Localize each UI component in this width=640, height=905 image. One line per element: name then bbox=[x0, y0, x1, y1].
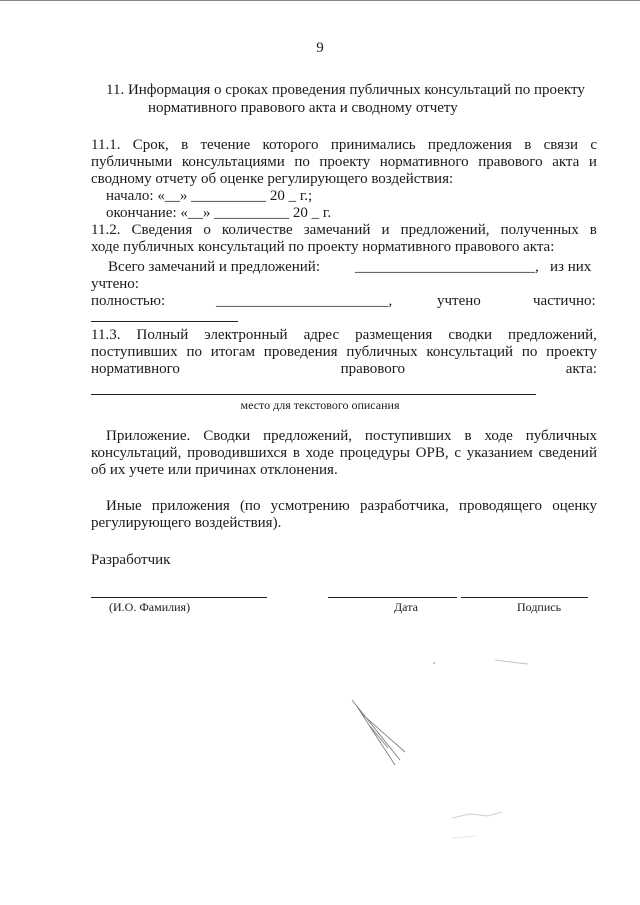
word: размещения bbox=[355, 327, 433, 343]
s11-1-line3: сводному отчету об оценке регулирующего воздействия: bbox=[91, 171, 454, 187]
word: ходе bbox=[305, 445, 334, 461]
word: в bbox=[589, 222, 597, 238]
word: 11.3. bbox=[91, 327, 121, 343]
word: и bbox=[588, 154, 597, 170]
word: акта: bbox=[565, 361, 597, 377]
word: приложения bbox=[151, 498, 230, 514]
word: нормативного bbox=[379, 154, 469, 170]
word: указанием bbox=[466, 445, 533, 461]
word: правового bbox=[340, 361, 406, 377]
word: 11.2. bbox=[91, 222, 121, 238]
word: сводки bbox=[448, 327, 493, 343]
word: Сведения bbox=[131, 222, 193, 238]
word: итогам bbox=[210, 344, 255, 360]
partially-label: частично: bbox=[533, 293, 596, 309]
word: ОРВ, bbox=[415, 445, 449, 461]
word: консультациями bbox=[181, 154, 285, 170]
text-description-caption: место для текстового описания bbox=[240, 398, 400, 412]
word: с bbox=[590, 137, 597, 153]
word: полученных bbox=[500, 222, 579, 238]
word: о bbox=[203, 222, 211, 238]
fully-blank: _______________________, bbox=[216, 293, 393, 309]
word: связи bbox=[543, 137, 579, 153]
section-heading-line1: 11. Информация о сроках проведения публичных консультаций по проекту bbox=[106, 82, 585, 98]
start-date-field: начало: «__» __________ 20 _ г.; bbox=[106, 188, 313, 204]
word: адрес bbox=[303, 327, 340, 343]
word: проекту bbox=[546, 344, 597, 360]
word: по bbox=[186, 344, 202, 360]
date-caption: Дата bbox=[394, 600, 418, 614]
word: ходе bbox=[484, 428, 513, 444]
word: электронный bbox=[204, 327, 288, 343]
word: предложений, bbox=[400, 222, 490, 238]
word: нормативного bbox=[91, 361, 180, 377]
word: замечаний bbox=[303, 222, 371, 238]
word: поступивших bbox=[364, 428, 452, 444]
word: оценку bbox=[552, 498, 597, 514]
word: и bbox=[381, 222, 390, 238]
word: предложения bbox=[427, 137, 512, 153]
word: Сводки bbox=[203, 428, 251, 444]
word: разработчика, bbox=[359, 498, 449, 514]
sign-caption: Подпись bbox=[517, 600, 562, 614]
word: проведения bbox=[263, 344, 338, 360]
of-them-label: из них bbox=[550, 259, 592, 275]
word: консультаций bbox=[426, 344, 513, 360]
word: количестве bbox=[221, 222, 293, 238]
word: 11.1. bbox=[91, 137, 121, 153]
total-comments-label: Всего замечаний и предложений: bbox=[108, 259, 321, 275]
word: в bbox=[464, 428, 472, 444]
word: по bbox=[521, 344, 538, 360]
word: в bbox=[181, 137, 189, 153]
word: Срок, bbox=[132, 137, 169, 153]
word: проводившихся bbox=[187, 445, 288, 461]
word: в bbox=[292, 445, 300, 461]
word: акта bbox=[552, 154, 580, 170]
word: предложений, bbox=[508, 327, 597, 343]
accounted2-label: учтено bbox=[437, 293, 481, 309]
word: публичных bbox=[525, 428, 597, 444]
word: по bbox=[294, 154, 310, 170]
section-heading-line2: нормативного правового акта и сводному отчету bbox=[148, 100, 458, 116]
s11-2-line2: ходе публичных консультаций по проекту нормативного правового акта: bbox=[91, 239, 555, 255]
word: поступивших bbox=[91, 344, 178, 360]
word: предложений, bbox=[263, 428, 352, 444]
word: сведений bbox=[538, 445, 597, 461]
word: которого bbox=[262, 137, 319, 153]
word: Иные bbox=[106, 498, 142, 514]
word: принимались bbox=[330, 137, 416, 153]
word: публичными bbox=[91, 154, 173, 170]
accounted-label: учтено: bbox=[91, 276, 139, 292]
name-caption: (И.О. Фамилия) bbox=[109, 600, 191, 614]
word: публичных bbox=[346, 344, 418, 360]
word: с bbox=[454, 445, 462, 461]
appendix-line3: об их учете или причинах отклонения. bbox=[91, 462, 338, 478]
word: консультаций, bbox=[91, 445, 182, 461]
other-appendices-line2: регулирующего воздействия). bbox=[91, 515, 282, 531]
word: проводящего bbox=[458, 498, 543, 514]
end-date-field: окончание: «__» __________ 20 _ г. bbox=[106, 205, 332, 221]
word: Приложение. bbox=[106, 428, 191, 444]
word: (по bbox=[239, 498, 261, 514]
word: в bbox=[524, 137, 532, 153]
word: Полный bbox=[136, 327, 189, 343]
word: проекту bbox=[319, 154, 371, 170]
developer-label: Разработчик bbox=[91, 552, 171, 568]
word: течение bbox=[200, 137, 251, 153]
word: усмотрению bbox=[270, 498, 350, 514]
total-comments-blank: ________________________, bbox=[355, 259, 539, 275]
word: процедуры bbox=[339, 445, 410, 461]
fully-label: полностью: bbox=[91, 293, 166, 309]
word: правового bbox=[478, 154, 543, 170]
page-number: 9 bbox=[316, 40, 324, 56]
